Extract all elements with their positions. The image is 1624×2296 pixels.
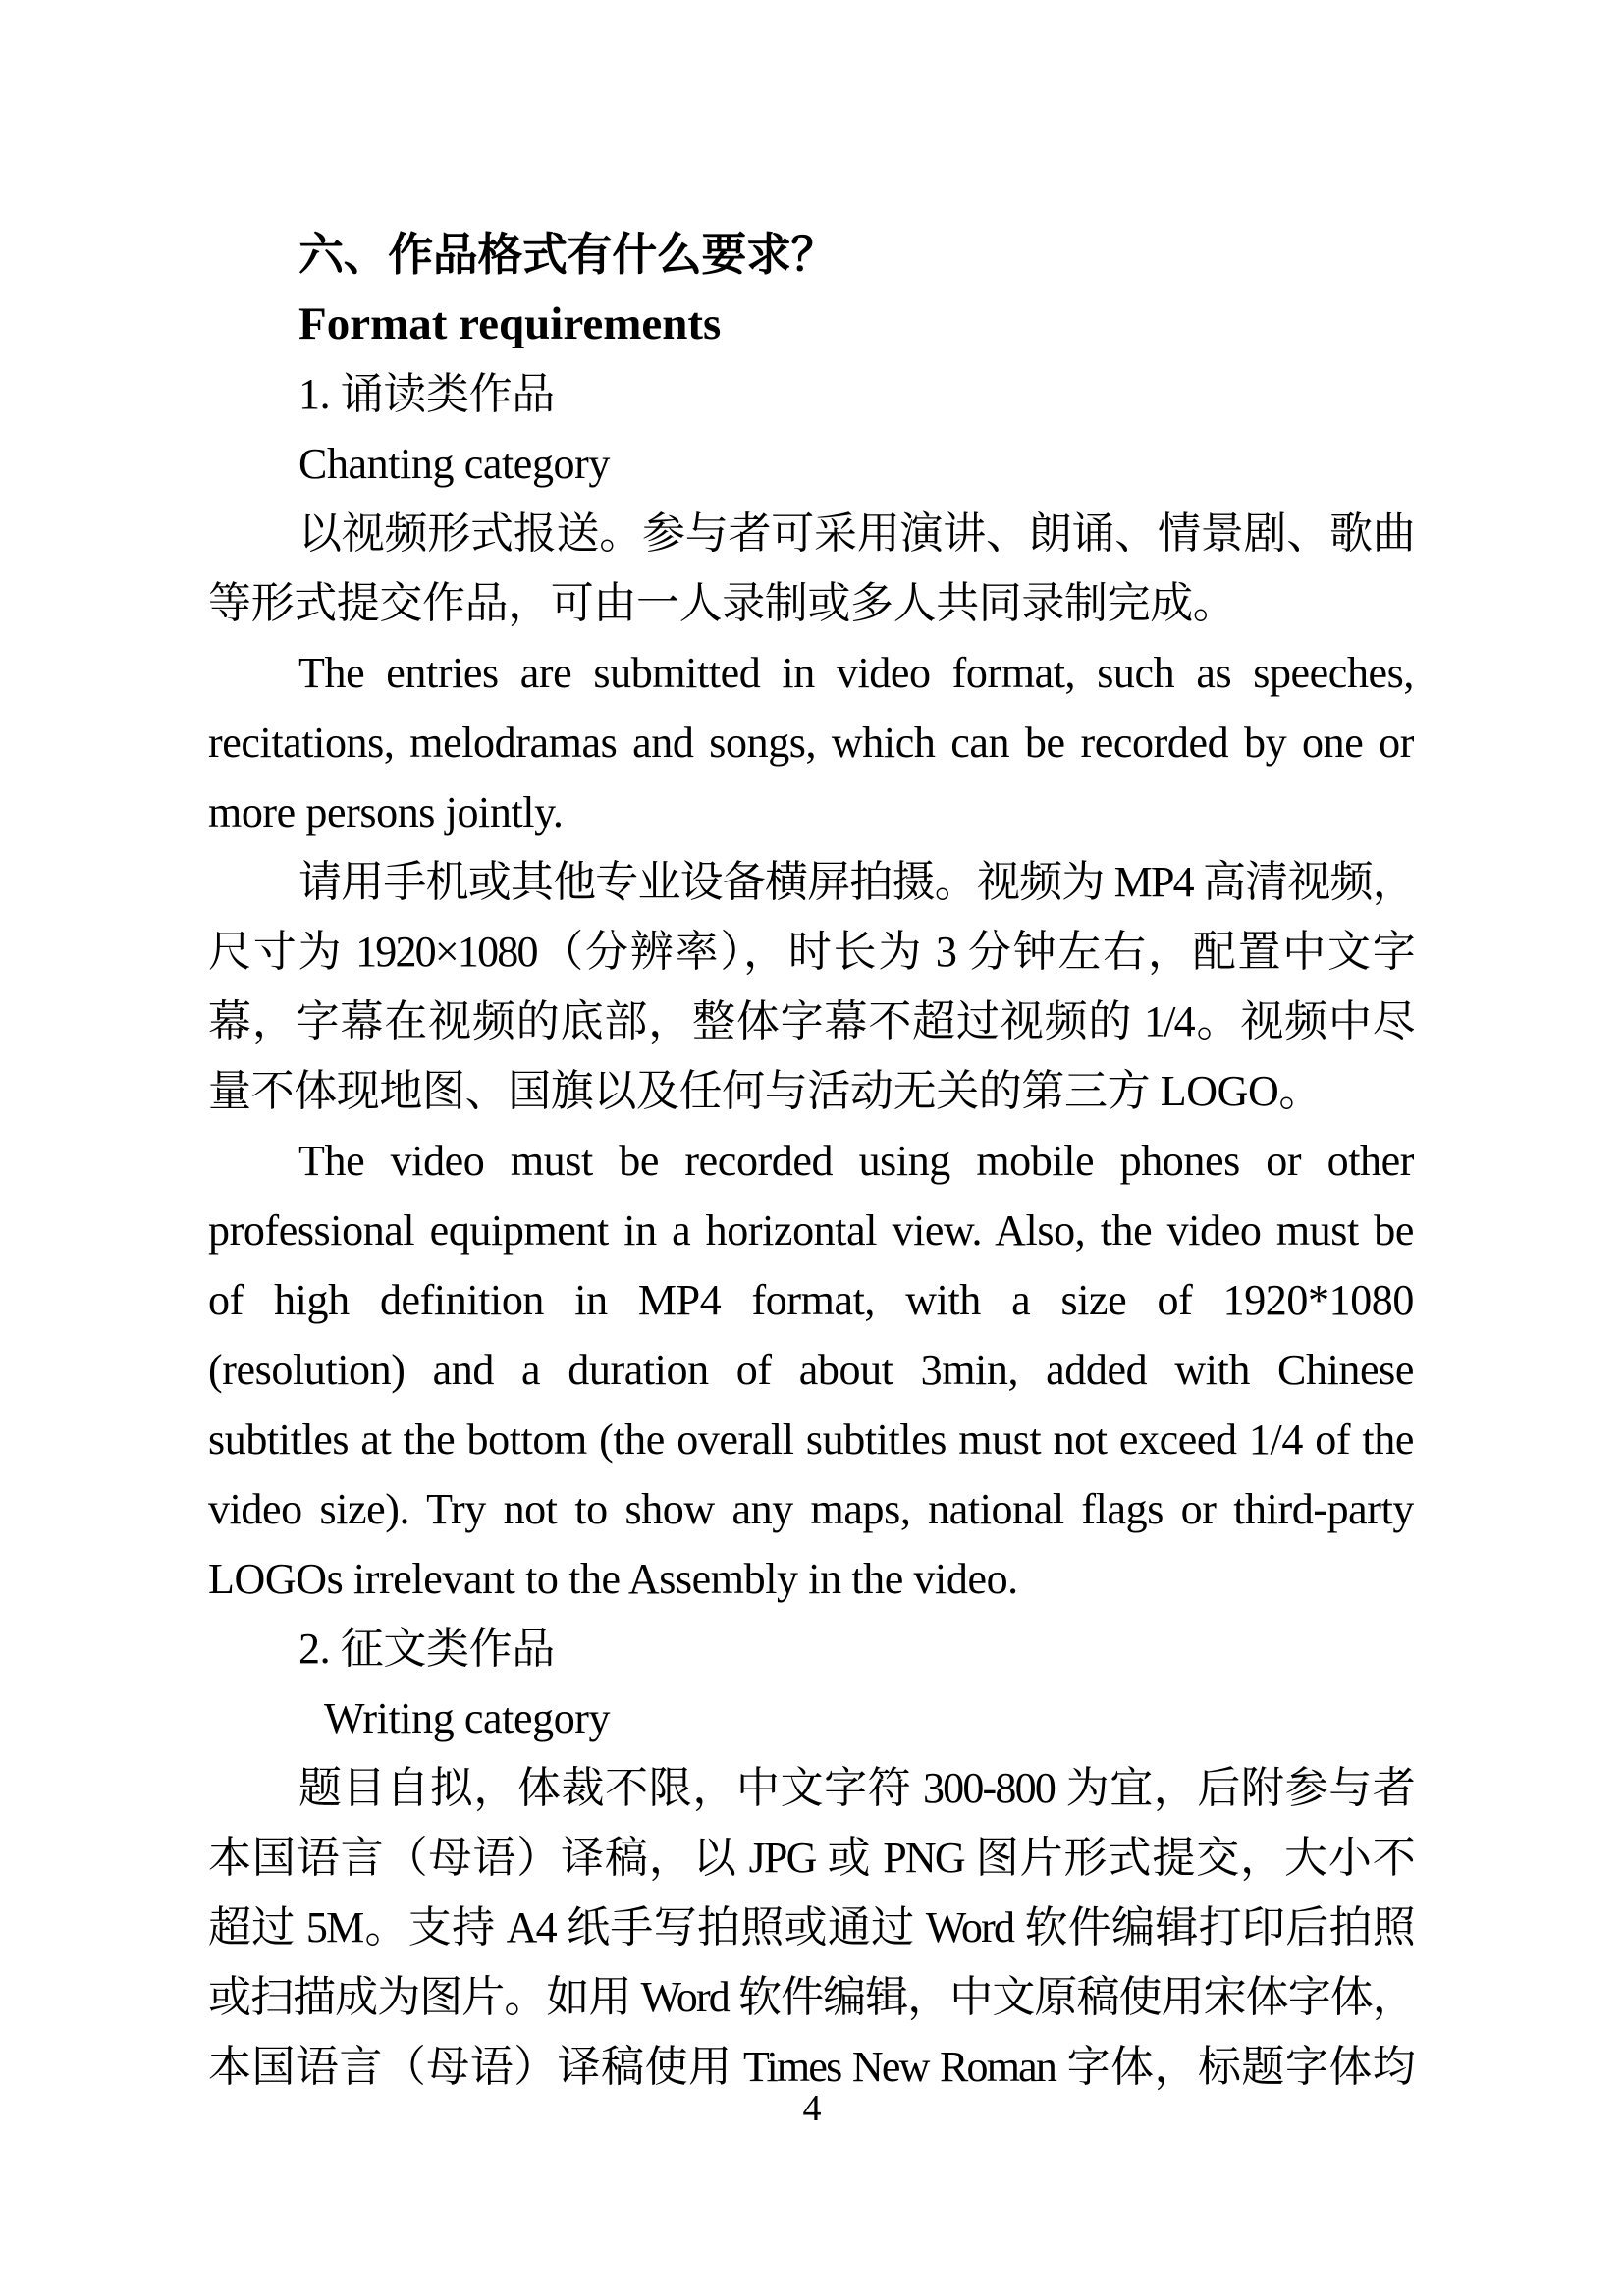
item-1-heading-en: Chanting category — [298, 440, 610, 488]
item-2-heading-en: Writing category — [324, 1694, 611, 1742]
doc-line: 幕，字幕在视频的底部，整体字幕不超过视频的 1/4。视频中尽 — [208, 997, 1414, 1045]
doc-line: 请用手机或其他专业设备横屏拍摄。视频为 MP4 高清视频， — [298, 858, 1414, 906]
doc-line: 题目自拟，体裁不限，中文字符 300-800 为宜，后附参与者 — [298, 1764, 1414, 1812]
doc-line: 以视频形式报送。参与者可采用演讲、朗诵、情景剧、歌曲 — [298, 509, 1414, 558]
doc-line: 本国语言（母语）译稿，以 JPG 或 PNG 图片形式提交，大小不 — [208, 1834, 1414, 1882]
doc-line: LOGOs irrelevant to the Assembly in the video. — [208, 1555, 1018, 1603]
item-2-heading-zh: 2. 征文类作品 — [298, 1625, 555, 1673]
doc-line: 本国语言（母语）译稿使用 Times New Roman 字体，标题字体均 — [208, 2043, 1414, 2091]
doc-line: subtitles at the bottom (the overall subtitles must not exceed 1/4 of the — [208, 1415, 1414, 1464]
doc-line: 量不体现地图、国旗以及任何与活动无关的第三方 LOGO。 — [208, 1067, 1323, 1115]
page-number: 4 — [802, 2088, 822, 2129]
doc-line: 等形式提交作品，可由一人录制或多人共同录制完成。 — [208, 579, 1236, 627]
doc-line: of high definition in MP4 format, with a size of 1920*1080 — [208, 1276, 1414, 1324]
item-1-heading-zh: 1. 诵读类作品 — [298, 370, 555, 418]
section-heading-en: Format requirements — [298, 298, 722, 349]
doc-line: The video must be recorded using mobile phones or other — [298, 1137, 1414, 1185]
doc-line: recitations, melodramas and songs, which can be recorded by one or — [208, 719, 1414, 767]
doc-line: 尺寸为 1920×1080（分辨率），时长为 3 分钟左右，配置中文字 — [208, 928, 1414, 976]
section-heading-zh: 六、作品格式有什么要求？ — [298, 229, 837, 280]
doc-line: The entries are submitted in video format, such as speeches, — [298, 649, 1414, 697]
doc-line: video size). Try not to show any maps, national flags or third-party — [208, 1485, 1414, 1533]
doc-line: 超过 5M。支持 A4 纸手写拍照或通过 Word 软件编辑打印后拍照 — [208, 1903, 1414, 1951]
doc-line: 或扫描成为图片。如用 Word 软件编辑，中文原稿使用宋体字体， — [208, 1973, 1414, 2021]
doc-line: professional equipment in a horizontal view. Also, the video must be — [208, 1206, 1414, 1255]
text-block — [208, 220, 1414, 2102]
doc-line: (resolution) and a duration of about 3min, added with Chinese — [208, 1346, 1414, 1394]
doc-line: more persons jointly. — [208, 788, 564, 836]
